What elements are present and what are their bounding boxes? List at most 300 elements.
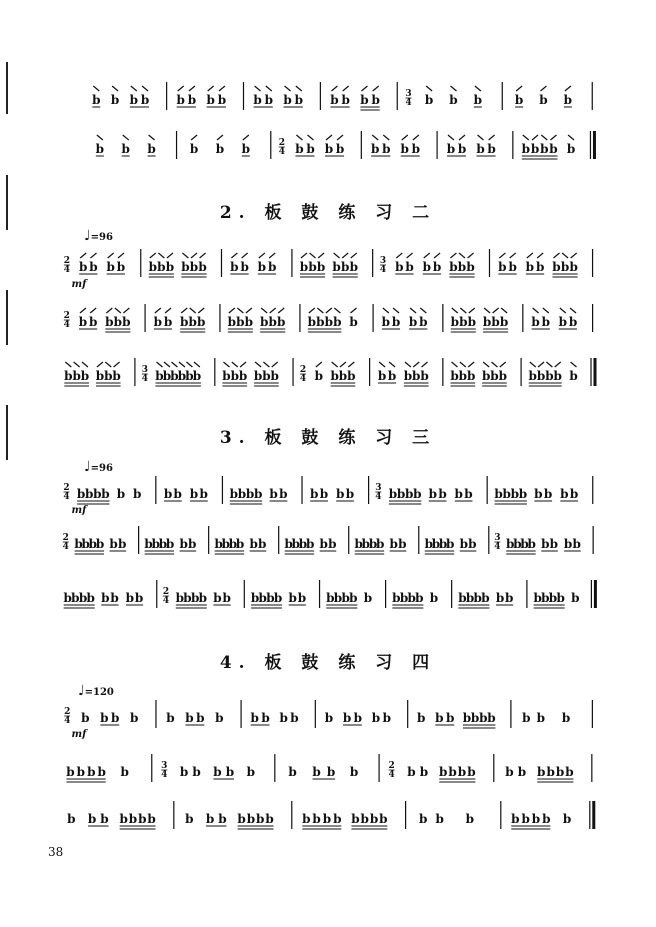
stroke-mark-left xyxy=(483,362,489,367)
drum-syllable: b xyxy=(265,812,274,826)
stroke-mark-left xyxy=(452,362,458,367)
drum-syllable: b xyxy=(185,711,194,725)
stroke-mark-right xyxy=(331,86,337,91)
stroke-mark-right xyxy=(198,308,204,313)
drum-syllable: b xyxy=(448,765,457,779)
drum-syllable: b xyxy=(314,369,324,383)
section-title: 4. 板 鼓 练 习 四 xyxy=(219,653,437,673)
drum-syllable: b xyxy=(312,765,321,779)
drum-syllable: b xyxy=(543,487,553,501)
drum-syllable: b xyxy=(189,142,199,156)
drum-syllable: b xyxy=(298,537,308,551)
drum-syllable: b xyxy=(326,765,336,779)
stroke-mark-right xyxy=(493,308,499,313)
drum-syllable: b xyxy=(95,537,105,551)
time-signature-bottom: 4 xyxy=(161,770,168,780)
drum-syllable: b xyxy=(250,711,259,725)
drum-syllable: b xyxy=(95,369,105,383)
stroke-mark-right xyxy=(538,362,544,367)
drum-syllable: b xyxy=(81,537,90,551)
drum-syllable: b xyxy=(309,487,319,501)
drum-syllable: b xyxy=(170,369,179,383)
stroke-mark-left xyxy=(149,135,155,140)
stroke-mark-right xyxy=(123,308,129,313)
drum-syllable: b xyxy=(106,260,115,274)
drum-syllable: b xyxy=(110,591,119,605)
drum-syllable: b xyxy=(253,487,263,501)
stroke-mark-right xyxy=(407,253,413,258)
stroke-mark-right xyxy=(191,135,197,140)
drum-syllable: b xyxy=(166,711,175,725)
drum-syllable: b xyxy=(273,591,283,605)
stroke-mark-left xyxy=(389,362,395,367)
drum-syllable: b xyxy=(190,591,200,605)
stroke-mark-left xyxy=(491,362,497,367)
stroke-mark-right xyxy=(500,362,506,367)
drum-syllable: b xyxy=(563,93,573,107)
drum-syllable: b xyxy=(101,591,110,605)
time-signature-top: 3 xyxy=(405,89,412,99)
drum-syllable: b xyxy=(487,711,496,725)
drum-syllable: b xyxy=(157,260,166,274)
drum-syllable: b xyxy=(217,93,227,107)
drum-syllable: b xyxy=(454,487,463,501)
stroke-mark-right xyxy=(424,253,430,258)
stroke-mark-left xyxy=(562,253,568,258)
drum-syllable: b xyxy=(163,315,173,329)
drum-syllable: b xyxy=(511,812,520,826)
drum-syllable: b xyxy=(530,142,540,156)
drum-syllable: b xyxy=(267,260,277,274)
drum-syllable: b xyxy=(175,591,184,605)
drum-syllable: b xyxy=(192,369,202,383)
stroke-mark-left xyxy=(459,253,465,258)
drum-syllable: b xyxy=(439,765,448,779)
stroke-mark-right xyxy=(242,253,248,258)
drum-syllable: b xyxy=(188,315,197,329)
stroke-mark-left xyxy=(460,362,466,367)
drum-syllable: b xyxy=(120,765,129,779)
time-signature-bottom: 4 xyxy=(62,542,69,552)
drum-syllable: b xyxy=(395,260,404,274)
stroke-mark-left xyxy=(546,362,552,367)
time-signature-top: 2 xyxy=(62,533,69,543)
stroke-mark-left xyxy=(266,86,272,91)
drum-syllable: b xyxy=(505,591,514,605)
drum-syllable: b xyxy=(360,93,369,107)
stroke-mark-right xyxy=(361,86,367,91)
drum-syllable: b xyxy=(100,711,109,725)
drum-syllable: b xyxy=(181,260,190,274)
drum-syllable: b xyxy=(173,487,182,501)
stroke-mark-left xyxy=(383,308,389,313)
drum-syllable: b xyxy=(76,765,86,779)
drum-syllable: b xyxy=(236,315,245,329)
drum-syllable: b xyxy=(438,537,448,551)
drum-syllable: b xyxy=(250,591,260,605)
stroke-mark-left xyxy=(296,86,302,91)
drum-syllable: b xyxy=(227,315,237,329)
drum-syllable: b xyxy=(246,765,256,779)
drum-syllable: b xyxy=(498,369,507,383)
stroke-mark-right xyxy=(555,362,561,367)
stroke-mark-right xyxy=(396,253,402,258)
drum-syllable: b xyxy=(467,765,476,779)
stroke-mark-left xyxy=(334,308,340,313)
drum-syllable: b xyxy=(105,315,114,329)
drum-syllable: b xyxy=(326,591,335,605)
drum-syllable: b xyxy=(572,537,581,551)
stroke-mark-right xyxy=(191,253,197,258)
quarter-note-icon: ♩ xyxy=(84,228,91,244)
stroke-mark-right xyxy=(351,308,357,313)
drum-syllable: b xyxy=(66,765,75,779)
tempo-marking: ♩=96 xyxy=(84,228,113,244)
drum-syllable: b xyxy=(549,142,558,156)
drum-syllable: b xyxy=(387,369,397,383)
drum-syllable: b xyxy=(536,711,545,725)
stroke-mark-right xyxy=(316,362,322,367)
drum-syllable: b xyxy=(230,260,239,274)
drum-syllable: b xyxy=(288,765,297,779)
drum-syllable: b xyxy=(110,93,120,107)
stroke-mark-right xyxy=(450,253,456,258)
drum-syllable: b xyxy=(340,260,350,274)
drum-syllable: b xyxy=(349,260,358,274)
drum-syllable: b xyxy=(330,369,339,383)
drum-syllable: b xyxy=(514,93,524,107)
drum-syllable: b xyxy=(259,315,269,329)
drum-syllable: b xyxy=(148,260,157,274)
drum-syllable: b xyxy=(189,487,199,501)
stroke-mark-left xyxy=(530,362,536,367)
drum-syllable: b xyxy=(347,369,356,383)
time-signature-top: 2 xyxy=(63,256,71,266)
drum-syllable: b xyxy=(417,711,426,725)
drum-syllable: b xyxy=(63,591,72,605)
drum-syllable: b xyxy=(277,315,286,329)
quarter-note-icon: ♩ xyxy=(84,459,91,475)
drum-syllable: b xyxy=(237,487,247,501)
drum-syllable: b xyxy=(78,591,88,605)
drum-syllable: b xyxy=(462,711,472,725)
stroke-mark-right xyxy=(108,253,114,258)
drum-syllable: b xyxy=(517,765,527,779)
drum-syllable: b xyxy=(354,537,363,551)
stroke-mark-right xyxy=(468,362,474,367)
drum-syllable: b xyxy=(541,537,550,551)
stroke-mark-right xyxy=(189,86,195,91)
time-signature-bottom: 4 xyxy=(388,770,395,780)
drum-syllable: b xyxy=(198,591,208,605)
drum-syllable: b xyxy=(335,487,345,501)
drum-syllable: b xyxy=(264,93,274,107)
drum-syllable: b xyxy=(64,369,73,383)
drum-syllable: b xyxy=(87,765,96,779)
time-signature-top: 3 xyxy=(161,761,168,771)
drum-syllable: b xyxy=(308,260,317,274)
drum-syllable: b xyxy=(196,711,205,725)
stroke-mark-right xyxy=(269,253,275,258)
drum-syllable: b xyxy=(299,260,309,274)
drum-syllable: b xyxy=(92,93,101,107)
stroke-mark-right xyxy=(516,86,522,91)
time-signature-bottom: 4 xyxy=(63,265,71,275)
time-signature-top: 2 xyxy=(63,483,70,493)
stroke-mark-right xyxy=(231,253,237,258)
drum-syllable: b xyxy=(539,93,548,107)
stroke-mark-right xyxy=(114,362,120,367)
drum-syllable: b xyxy=(349,765,359,779)
time-signature-bottom: 4 xyxy=(405,98,412,108)
stroke-mark-left xyxy=(543,308,549,313)
stroke-mark-right xyxy=(326,135,332,140)
stroke-mark-right xyxy=(326,308,332,313)
stroke-mark-left xyxy=(501,308,507,313)
drum-syllable: b xyxy=(449,260,458,274)
stroke-mark-left xyxy=(405,362,411,367)
drum-syllable: b xyxy=(187,93,197,107)
stroke-mark-left xyxy=(115,308,121,313)
stroke-mark-right xyxy=(243,135,249,140)
stroke-mark-left xyxy=(420,308,426,313)
drum-syllable: b xyxy=(213,765,222,779)
drum-syllable: b xyxy=(353,711,363,725)
drum-syllable: b xyxy=(415,591,424,605)
drum-syllable: b xyxy=(494,487,503,501)
drum-syllable: b xyxy=(521,142,530,156)
drum-syllable: b xyxy=(438,487,447,501)
drum-syllable: b xyxy=(322,812,332,826)
stroke-mark-right xyxy=(106,308,112,313)
stroke-mark-right xyxy=(91,253,97,258)
drum-syllable: b xyxy=(258,537,267,551)
drum-syllable: b xyxy=(67,812,76,826)
drum-syllable: b xyxy=(221,537,230,551)
dynamic-marking: mf xyxy=(71,729,87,740)
drum-syllable: b xyxy=(470,711,480,725)
drum-syllable: b xyxy=(163,487,173,501)
drum-syllable: b xyxy=(89,260,98,274)
drum-syllable: b xyxy=(499,315,509,329)
stroke-mark-left xyxy=(255,86,261,91)
drum-syllable: b xyxy=(528,369,537,383)
stroke-mark-left xyxy=(285,86,291,91)
drum-syllable: b xyxy=(95,142,105,156)
drum-syllable: b xyxy=(215,711,224,725)
drum-syllable: b xyxy=(199,487,208,501)
drum-syllable: b xyxy=(432,260,442,274)
stroke-mark-right xyxy=(422,362,428,367)
drum-syllable: b xyxy=(241,142,251,156)
stroke-mark-left xyxy=(112,86,118,91)
drum-syllable: b xyxy=(215,142,225,156)
drum-syllable: b xyxy=(569,369,578,383)
stroke-mark-right xyxy=(342,253,348,258)
drum-syllable: b xyxy=(266,591,275,605)
drum-syllable: b xyxy=(246,812,256,826)
drum-syllable: b xyxy=(134,591,144,605)
drum-syllable: b xyxy=(482,315,492,329)
drum-syllable: b xyxy=(476,142,485,156)
drum-syllable: b xyxy=(333,591,343,605)
stroke-mark-left xyxy=(310,253,316,258)
stroke-mark-right xyxy=(340,362,346,367)
drum-syllable: b xyxy=(446,142,456,156)
stroke-mark-left xyxy=(308,135,314,140)
drum-syllable: b xyxy=(513,537,522,551)
drum-syllable: b xyxy=(527,537,536,551)
drum-syllable: b xyxy=(446,711,455,725)
drum-syllable: b xyxy=(553,369,562,383)
stroke-mark-left xyxy=(541,135,547,140)
drum-syllable: b xyxy=(533,591,542,605)
drum-syllable: b xyxy=(510,487,519,501)
drum-syllable: b xyxy=(119,812,128,826)
drum-syllable: b xyxy=(549,537,559,551)
stroke-mark-right xyxy=(229,308,235,313)
time-signature-bottom: 4 xyxy=(64,716,71,726)
drum-syllable: b xyxy=(520,537,529,551)
drum-syllable: b xyxy=(377,369,387,383)
drum-syllable: b xyxy=(97,765,106,779)
stroke-mark-right xyxy=(343,86,349,91)
time-signature-top: 2 xyxy=(63,311,70,321)
drum-syllable: b xyxy=(132,487,142,501)
drum-syllable: b xyxy=(74,537,83,551)
drum-syllable: b xyxy=(290,711,299,725)
time-signature-top: 3 xyxy=(494,533,501,543)
stroke-mark-right xyxy=(532,135,538,140)
drum-syllable: b xyxy=(412,369,421,383)
stroke-mark-right xyxy=(259,253,265,258)
drum-syllable: b xyxy=(537,765,546,779)
drum-syllable: b xyxy=(457,260,467,274)
drum-syllable: b xyxy=(498,260,507,274)
drum-syllable: b xyxy=(562,812,572,826)
drum-syllable: b xyxy=(521,812,530,826)
stroke-mark-left xyxy=(263,362,269,367)
stroke-mark-right xyxy=(489,135,495,140)
time-signature-top: 2 xyxy=(64,707,71,717)
drum-syllable: b xyxy=(368,537,378,551)
drum-syllable: b xyxy=(256,812,265,826)
drum-syllable: b xyxy=(371,711,381,725)
drum-syllable: b xyxy=(403,369,413,383)
stroke-mark-right xyxy=(571,253,577,258)
drum-syllable: b xyxy=(487,142,496,156)
drum-syllable: b xyxy=(466,369,476,383)
drum-syllable: b xyxy=(76,487,86,501)
stroke-mark-left xyxy=(93,86,99,91)
stroke-mark-right xyxy=(219,86,225,91)
drum-syllable: b xyxy=(101,487,110,501)
drum-syllable: b xyxy=(502,487,511,501)
drum-syllable: b xyxy=(531,315,540,329)
stroke-mark-right xyxy=(402,135,408,140)
stroke-mark-left xyxy=(237,308,243,313)
drum-syllable: b xyxy=(249,537,258,551)
drum-syllable: b xyxy=(147,812,156,826)
drum-syllable: b xyxy=(104,369,113,383)
drum-syllable: b xyxy=(80,369,90,383)
stroke-mark-left xyxy=(194,362,200,367)
drum-syllable: b xyxy=(399,591,409,605)
drum-syllable: b xyxy=(153,315,163,329)
drum-syllable: b xyxy=(316,315,325,329)
stroke-mark-right xyxy=(97,362,103,367)
stroke-mark-left xyxy=(182,253,188,258)
drum-syllable: b xyxy=(229,487,238,501)
drum-syllable: b xyxy=(566,142,576,156)
drum-syllable: b xyxy=(465,591,475,605)
drum-syllable: b xyxy=(130,711,139,725)
stroke-mark-right xyxy=(167,253,173,258)
drum-syllable: b xyxy=(288,591,297,605)
drum-syllable: b xyxy=(531,812,541,826)
drum-syllable: b xyxy=(536,369,546,383)
drum-syllable: b xyxy=(540,142,549,156)
dynamic-marking: mf xyxy=(71,505,87,516)
drum-syllable: b xyxy=(297,591,307,605)
drum-syllable: b xyxy=(235,537,245,551)
drum-syllable: b xyxy=(349,591,358,605)
drum-syllable: b xyxy=(88,537,98,551)
time-signature-bottom: 4 xyxy=(494,542,501,552)
drum-syllable: b xyxy=(230,369,239,383)
drum-syllable: b xyxy=(206,93,215,107)
drum-syllable: b xyxy=(306,142,315,156)
stroke-mark-right xyxy=(181,308,187,313)
drum-syllable: b xyxy=(122,315,131,329)
stroke-mark-right xyxy=(499,253,505,258)
drum-syllable: b xyxy=(424,93,434,107)
stroke-mark-left xyxy=(379,362,385,367)
time-signature-bottom: 4 xyxy=(278,147,286,157)
drum-syllable: b xyxy=(214,537,223,551)
stroke-mark-left xyxy=(156,362,162,367)
drum-syllable: b xyxy=(369,812,379,826)
drum-syllable: b xyxy=(446,537,455,551)
drum-syllable: b xyxy=(324,315,334,329)
stroke-mark-left xyxy=(426,86,432,91)
drum-syllable: b xyxy=(408,315,418,329)
page-number: 38 xyxy=(48,845,64,859)
drum-syllable: b xyxy=(518,487,528,501)
stroke-mark-right xyxy=(270,308,276,313)
stroke-mark-right xyxy=(459,135,465,140)
stroke-mark-right xyxy=(553,253,559,258)
drum-syllable: b xyxy=(165,260,175,274)
stroke-mark-left xyxy=(460,308,466,313)
drum-syllable: b xyxy=(244,315,254,329)
drum-syllable: b xyxy=(422,260,431,274)
stroke-mark-left xyxy=(164,362,170,367)
stroke-mark-left xyxy=(232,362,238,367)
time-signature-bottom: 4 xyxy=(141,374,149,384)
stroke-mark-right xyxy=(309,308,315,313)
drum-syllable: b xyxy=(424,537,433,551)
drum-syllable: b xyxy=(392,591,401,605)
drum-syllable: b xyxy=(552,260,561,274)
drum-syllable: b xyxy=(534,487,543,501)
drum-syllable: b xyxy=(467,315,476,329)
drum-syllable: b xyxy=(407,591,416,605)
stroke-mark-right xyxy=(155,308,161,313)
drum-syllable: b xyxy=(457,765,467,779)
drum-syllable: b xyxy=(294,93,304,107)
drum-syllable: b xyxy=(351,812,360,826)
